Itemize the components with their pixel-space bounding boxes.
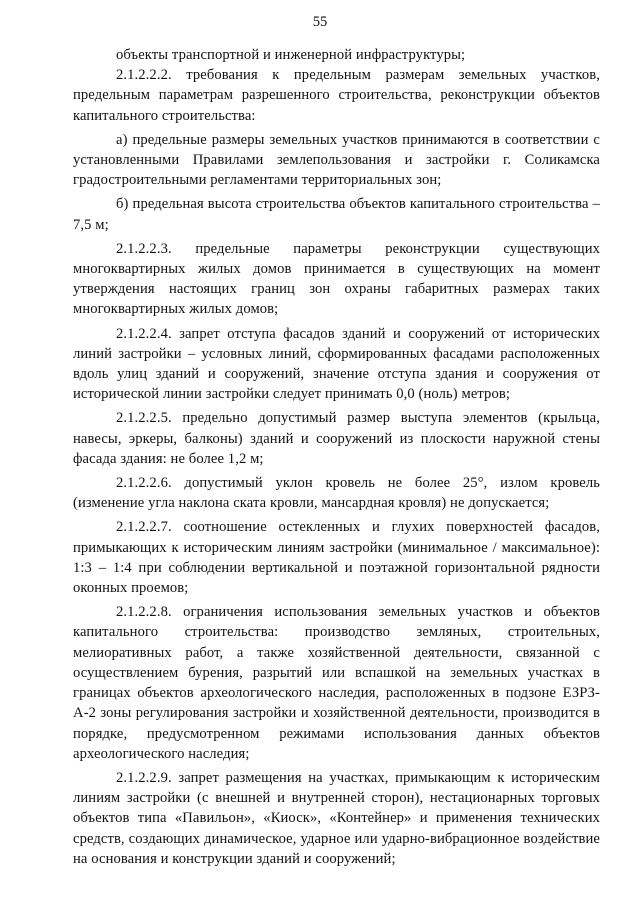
- paragraph: 2.1.2.2.4. запрет отступа фасадов зданий и сооружений от исторических линий застройки – условных линий, сформированных фасадами расположенных вдоль улиц зданий и сооружений, значение отступа здания и сооружения от исторической линии застройки следует принимать 0,0 (ноль) метров;: [73, 325, 600, 403]
- paragraph: б) предельная высота строительства объектов капитального строительства – 7,5 м;: [73, 196, 600, 233]
- paragraph: 2.1.2.2.7. соотношение остекленных и глухих поверхностей фасадов, примыкающих к историческим линиям застройки (минимальное / максимальное): 1:3 – 1:4 при соблюдении вертикальной и поэтажной горизонтальной рядности оконных проемов;: [73, 519, 600, 597]
- paragraph: объекты транспортной и инженерной инфраструктуры;: [116, 47, 466, 63]
- paragraph: 2.1.2.2.2. требования к предельным размерам земельных участков, предельным параметрам разрешенного строительства, реконструкции объектов капитального строительства:: [73, 67, 600, 124]
- paragraph: а) предельные размеры земельных участков принимаются в соответствии с установленными Правилами землепользования и застройки г. Соликамска градостроительными регламентами территориальных зон;: [73, 131, 600, 189]
- page-number: 55: [312, 14, 328, 30]
- paragraph: 2.1.2.2.6. допустимый уклон кровель не более 25°, излом кровель (изменение угла наклона ската кровли, мансардная кровля) не допускается;: [73, 475, 600, 512]
- paragraph: 2.1.2.2.3. предельные параметры реконструкции существующих многоквартирных жилых домов принимается в существующих на момент утверждения настоящих границ зон охраны габаритных размерах таких многоквартирных жилых домов;: [73, 240, 600, 318]
- paragraph: 2.1.2.2.5. предельно допустимый размер выступа элементов (крыльца, навесы, эркеры, балконы) зданий и сооружений из плоскости наружной стены фасада здания: не более 1,2 м;: [73, 410, 600, 467]
- paragraph: 2.1.2.2.8. ограничения использования земельных участков и объектов капитального строительства: производство земляных, строительных, мелиоративных работ, а также хозяйственной деятельности, связанной с осуществлением бурения, разрытий или вспашкой на земельных участках в границах объектов археологического наследия, расположенных в подзоне ЕЗРЗ-А-2 зоны регулирования застройки и хозяйственной деятельности, производится в порядке, предусмотренном режимами использования данных объектов археологического наследия;: [73, 604, 600, 762]
- paragraph: 2.1.2.2.9. запрет размещения на участках, примыкающим к историческим линиям застройки (с внешней и внутренней сторон), нестационарных торговых объектов типа «Павильон», «Киоск», «Контейнер» и применения технических средств, создающих динамическое, ударное или ударно-вибрационное воздействие на основания и конструкции зданий и сооружений;: [73, 769, 600, 867]
- document-body: [73, 45, 600, 869]
